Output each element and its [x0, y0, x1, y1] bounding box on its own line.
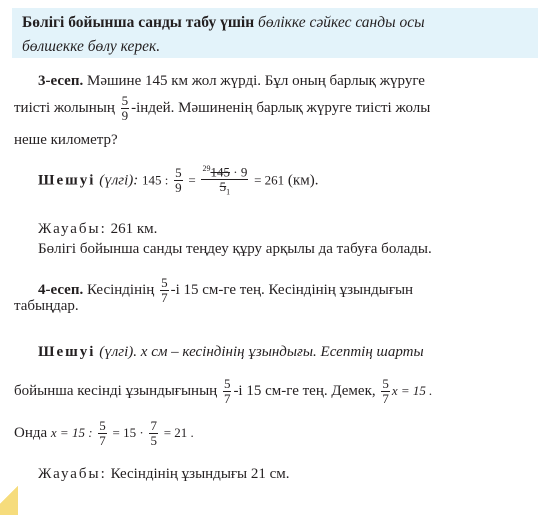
task3-sol-big-den: [201, 180, 248, 200]
task3-sol-sub: 1: [226, 187, 231, 197]
task4-line1-after: -і 15 см-ге тең. Кесіндінің ұзындығын: [170, 281, 414, 298]
task4-solution-label: Шешуі: [38, 344, 96, 360]
task3-solution-hint: (үлгі):: [99, 172, 139, 189]
task4-sol-frac2-den: 7: [382, 391, 389, 406]
task4-sol-fraction-2: [381, 377, 390, 406]
task3-fraction-den: 9: [121, 108, 129, 123]
task4-fraction-den: 7: [161, 290, 168, 305]
task3-sol-den-struck: 5: [219, 179, 227, 195]
task4-solution-line1: [38, 344, 424, 361]
task4-sol-frac2-num: 5: [382, 376, 389, 391]
task4-onda: Онда: [14, 424, 48, 441]
task4-calc: [14, 419, 194, 448]
task4-line1-before: Кесіндінің: [86, 281, 155, 298]
task3-line3: неше километр?: [14, 132, 118, 148]
task3-line2-after: -індей. Мәшиненің барлық жүруге тиісті жолы: [131, 99, 431, 116]
page-corner-decoration: [0, 475, 18, 515]
task4-sol-line1: x см – кесіндінің ұзындығы. Есептің шарты: [140, 344, 424, 360]
task3-sol-fraction-5-9: [174, 166, 183, 195]
task3-sol-num-struck: 145: [210, 164, 230, 180]
task4-sol-frac-num: 5: [223, 376, 231, 391]
task3-label: 3-есеп.: [38, 73, 84, 89]
task4-calc-frac1: [98, 419, 107, 448]
task3-answer-label: Жауабы:: [38, 221, 107, 237]
task3-fraction-num: 5: [121, 93, 129, 108]
task4-fraction-num: 5: [161, 275, 168, 290]
task4-calc-c: = 21 .: [163, 424, 194, 440]
task3-sol-unit: (км).: [287, 172, 319, 189]
task4-answer: [38, 466, 290, 483]
task4-calc-frac1-den: 7: [99, 433, 106, 448]
task3-fraction: [121, 94, 130, 123]
task3-line2: [14, 94, 430, 123]
task4-answer-value: Кесіндінің ұзындығы 21 см.: [110, 466, 290, 482]
task4-label: 4-есеп.: [38, 281, 84, 298]
task4-calc-b: = 15 ·: [112, 424, 144, 440]
task4-solution-line2: [14, 377, 432, 406]
task4-calc-frac2-den: 5: [150, 433, 157, 448]
task3-sol-num-rest: · 9: [233, 164, 248, 180]
task4-sol-frac-den: 7: [223, 391, 231, 406]
rule-box: [12, 8, 538, 58]
task3-sol-frac-den: 9: [175, 180, 182, 196]
task4-sol-line2-eq: x = 15 .: [391, 382, 433, 398]
task3-sol-sup: 29: [202, 164, 211, 173]
task4-line2: табыңдар.: [14, 298, 79, 314]
task3-solution: [38, 162, 318, 200]
task3-sol-a: 145 :: [142, 172, 169, 188]
task4-sol-line2-mid: -і 15 см-ге тең. Демек,: [233, 382, 376, 399]
task3-line2-before: тиісті жолының: [14, 99, 115, 116]
task3-sol-big-num: [201, 162, 248, 180]
task3-line1: [38, 73, 425, 90]
rule-bold-text: Бөлігі бойынша санды табу үшін: [22, 14, 255, 31]
task4-calc-frac2: [149, 419, 158, 448]
rule-italic-text-1: бөлікке сәйкес санды осы: [258, 14, 425, 31]
task4-sol-line2-before: бойынша кесінді ұзындығының: [14, 382, 218, 399]
task4-answer-label: Жауабы:: [38, 466, 107, 482]
task3-answer: [38, 221, 157, 238]
task3-sol-eq1: =: [188, 172, 196, 188]
task4-calc-frac2-num: 7: [150, 418, 157, 433]
task4-sol-fraction: [223, 377, 232, 406]
task4-calc-a: x = 15 :: [50, 424, 93, 440]
task3-sol-frac-num: 5: [175, 165, 182, 181]
task4-fraction: [160, 276, 169, 305]
rule-italic-text-2: бөлшекке бөлу керек.: [22, 38, 161, 55]
task3-answer-value: 261 км.: [110, 221, 158, 237]
task3-solution-label: Шешуі: [38, 172, 96, 189]
task3-sol-result: = 261: [254, 172, 285, 188]
task4-calc-frac1-num: 5: [99, 418, 106, 433]
task3-line1-text: Мәшине 145 км жол жүрді. Бұл оның барлық жүруге: [86, 73, 425, 89]
task3-sol-big-fraction: [201, 162, 248, 200]
task4-solution-hint: (үлгі).: [99, 344, 138, 360]
task3-note: Бөлігі бойынша санды теңдеу құру арқылы да табуға болады.: [38, 241, 432, 257]
task4-line1: [38, 276, 413, 305]
